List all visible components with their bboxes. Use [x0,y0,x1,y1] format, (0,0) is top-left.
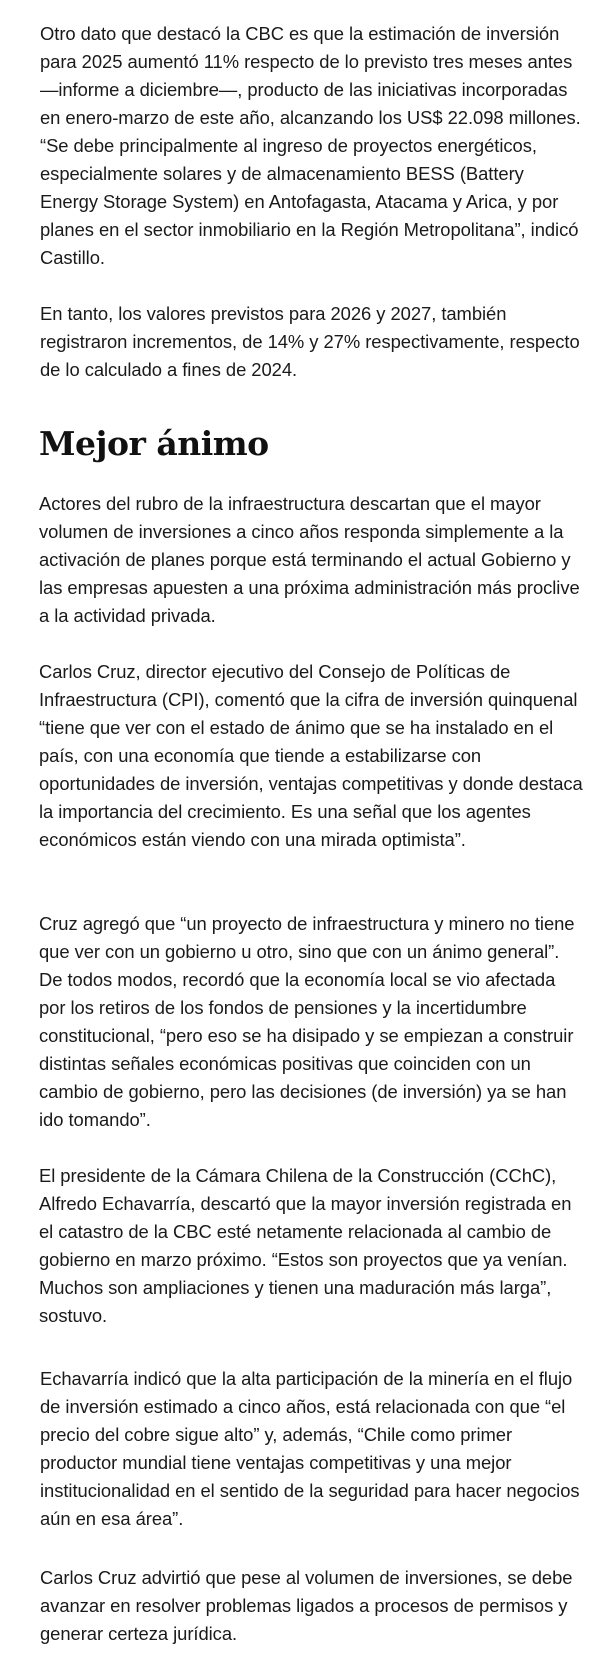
paragraph-valores-previstos: En tanto, los valores previstos para 2026 y 2027, también registraron incrementos, de 14% y 27% respectivamente, respecto de lo calculado a fines de 2024. [40,303,580,380]
paragraph-cruz-agrego: Cruz agregó que “un proyecto de infraestructura y minero no tiene que ver con un gobierno u otro, sino que con un ánimo general”. De todos modos, recordó que la economía local se vio afectada por los retiros de los fondos de pensiones y la incertidumbre constitucional, “pero eso se ha disipado y se empiezan a construir distintas señales económicas positivas que coinciden con un cambio de gobierno, pero las decisiones (de inversión) ya se han ido tomando”. [39,913,575,1130]
paragraph-carlos-cruz-cpi: Carlos Cruz, director ejecutivo del Consejo de Políticas de Infraestructura (CPI), comentó que la cifra de inversión quinquenal “tiene que ver con el estado de ánimo que se ha instalado en el país, con una economía que tiende a estabilizarse con oportunidades de inversión, ventajas competitivas y donde destaca la importancia del crecimiento. Es una señal que los agentes económicos están viendo con una mirada optimista”. [39,661,583,850]
paragraph-echavarria-mineria: Echavarría indicó que la alta participación de la minería en el flujo de inversión estimado a cinco años, está relacionada con que “el precio del cobre sigue alto” y, además, “Chile como primer productor mundial tiene ventajas competitivas y una mejor institucionalidad en el sentido de la seguridad para hacer negocios aún en esa área”. [40,1368,580,1529]
section-heading: Mejor ánimo [39,424,269,463]
paragraph-inversion-2025: Otro dato que destacó la CBC es que la estimación de inversión para 2025 aumentó 11% respecto de lo previsto tres meses antes —informe a diciembre—, producto de las iniciativas incorporadas en enero-marzo de este año, alcanzando los US$ 22.098 millones. “Se debe principalmente al ingreso de proyectos energéticos, especialmente solares y de almacenamiento BESS (Battery Energy Storage System) en Antofagasta, Atacama y Arica, y por planes en el sector inmobiliario en la Región Metropolitana”, indicó Castillo. [40,23,581,268]
paragraph-cruz-advirtio: Carlos Cruz advirtió que pese al volumen de inversiones, se debe avanzar en resolver problemas ligados a procesos de permisos y generar certeza jurídica. [40,1567,573,1644]
paragraph-actores-infraestructura: Actores del rubro de la infraestructura descartan que el mayor volumen de inversiones a cinco años responda simplemente a la activación de planes porque está terminando el actual Gobierno y las empresas apuesten a una próxima administración más proclive a la actividad privada. [39,493,580,626]
paragraph-presidente-cchc: El presidente de la Cámara Chilena de la Construcción (CChC), Alfredo Echavarría, descartó que la mayor inversión registrada en el catastro de la CBC esté netamente relacionada al cambio de gobierno en marzo próximo. “Estos son proyectos que ya venían. Muchos son ampliaciones y tienen una maduración más larga”, sostuvo. [39,1165,572,1326]
